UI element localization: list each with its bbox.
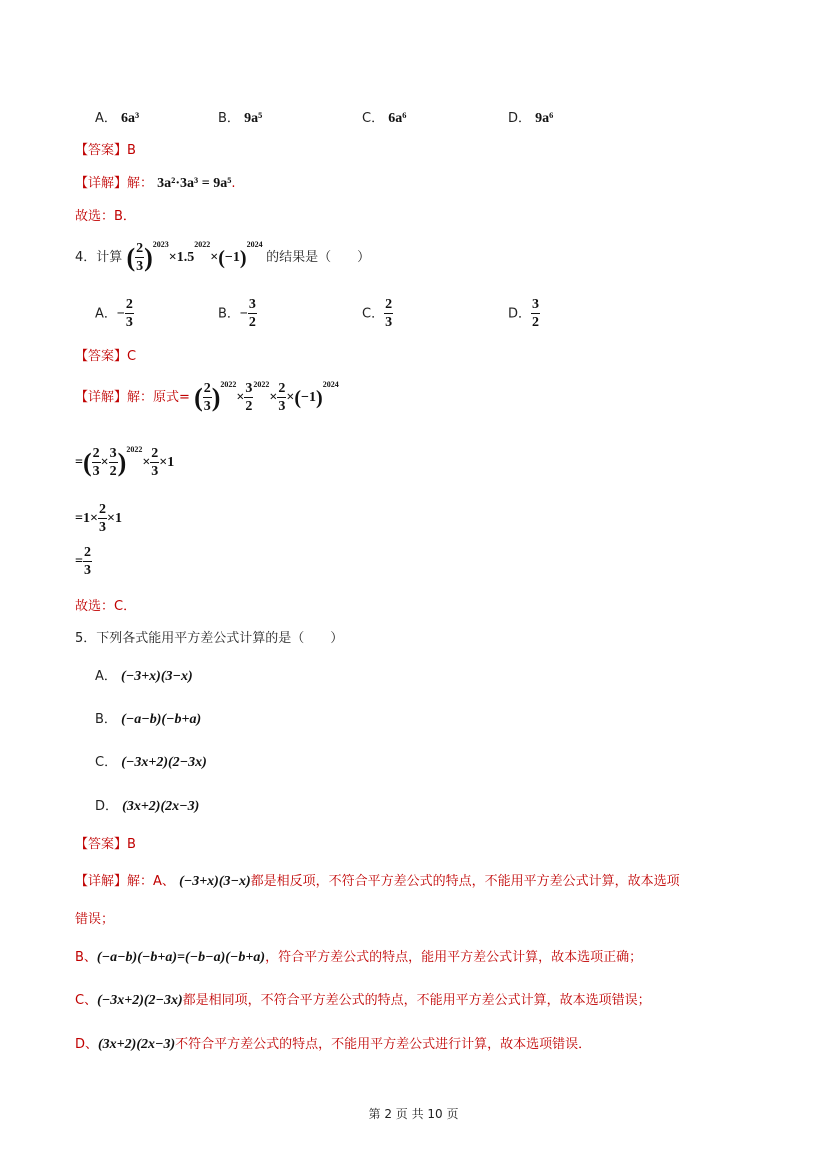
q3-option-b: B． 9a⁵	[218, 111, 263, 126]
q4-stem: 4．计算 ( $\frac{2}{3}$ )$^{2023}\times 1.5^{2022}\times(-1)^{2024}$ 的结果是（ ）	[75, 240, 371, 274]
q3-answer: 【答案】B	[75, 143, 136, 158]
q3-option-c: C． 6a⁶	[362, 111, 407, 126]
q5-detail-a-wrap: 错误；	[75, 912, 115, 927]
q3-detail: 【详解】解： 3a²·3a³ = 9a⁵.	[75, 176, 236, 191]
q5-option-c: C． (−3x+2)(2−3x)	[95, 755, 207, 770]
q5-answer: 【答案】B	[75, 837, 136, 852]
q4-option-c: C． $\frac{2}{3}$	[362, 297, 393, 330]
q4-option-a: A．− $\frac{2}{3}$	[95, 297, 133, 330]
q4-step-3: = $\frac{2}{3}$	[75, 545, 91, 578]
q3-conclusion: 故选：B．	[75, 209, 136, 224]
q4-detail: 【详解】解：原式= ( $\frac{2}{3}$ )$^{2022}$× $\frac{3}{2}$ $^{2022}$× $\frac{2}{3}$ $\times(-1)^{2024}$	[75, 380, 339, 414]
q4-option-b: B．− $\frac{3}{2}$	[218, 297, 256, 330]
page-footer: 第 2 页 共 10 页	[368, 1107, 459, 1121]
q5-option-b: B． (−a−b)(−b+a)	[95, 712, 202, 727]
q4-step-2: =1× $\frac{2}{3}$ ×1	[75, 502, 122, 535]
q3-option-a: A． 6a³	[95, 111, 140, 126]
q5-option-a: A． (−3+x)(3−x)	[95, 669, 193, 684]
q5-detail-a: 【详解】解：A、 (−3+x)(3−x)都是相反项，不符合平方差公式的特点，不能用平方差公式计算，故本选项	[75, 874, 680, 889]
q5-option-d: D． (3x+2)(2x−3)	[95, 799, 200, 814]
q4-conclusion: 故选：C．	[75, 599, 137, 614]
q3-option-d: D． 9a⁶	[508, 111, 554, 126]
q4-answer: 【答案】C	[75, 349, 137, 364]
q4-step-1: =( $\frac{2}{3}$ × $\frac{3}{2}$ )$^{2022}$× $\frac{2}{3}$ ×1	[75, 445, 175, 479]
q5-detail-c: C、(−3x+2)(2−3x)都是相同项，不符合平方差公式的特点，不能用平方差公式计算，故本选项错误；	[75, 993, 651, 1008]
q5-stem: 5．下列各式能用平方差公式计算的是（ ）	[75, 631, 344, 646]
q5-detail-b: B、(−a−b)(−b+a)=(−b−a)(−b+a)，符合平方差公式的特点，能用平方差公式计算，故本选项正确；	[75, 950, 643, 965]
q5-detail-d: D、(3x+2)(2x−3)不符合平方差公式的特点，不能用平方差公式进行计算，故本选项错误．	[75, 1037, 592, 1052]
q4-option-d: D． $\frac{3}{2}$	[508, 297, 540, 330]
